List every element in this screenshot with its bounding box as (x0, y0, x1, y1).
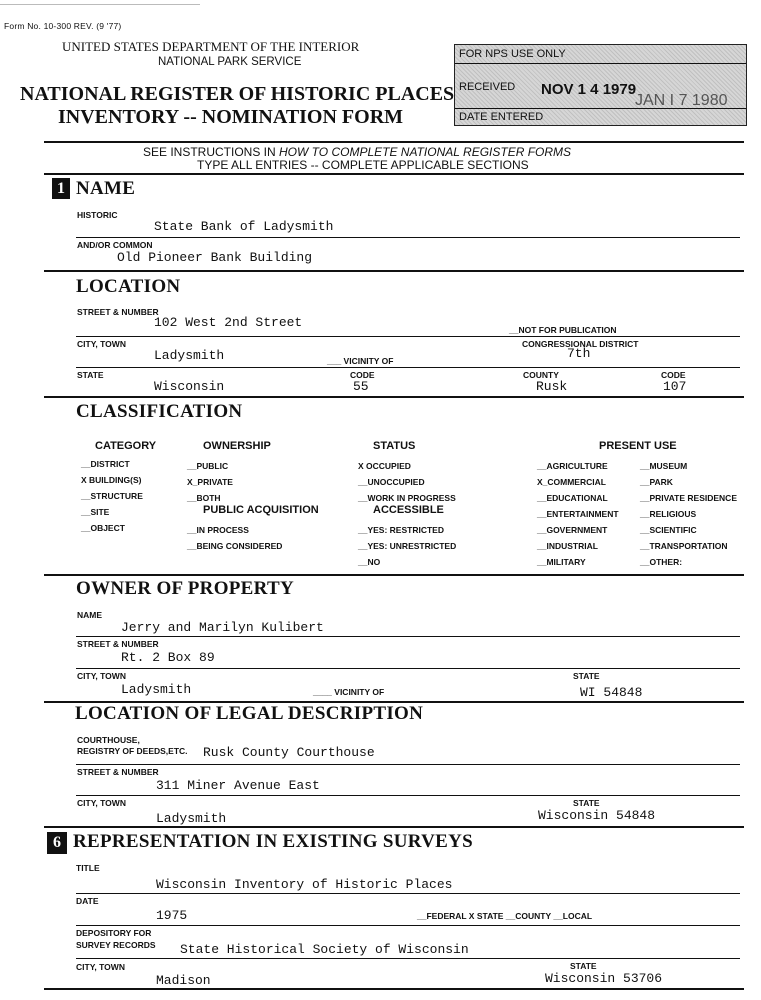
vicinity-label: ___ VICINITY OF (327, 356, 394, 366)
common-name: Old Pioneer Bank Building (117, 250, 313, 265)
owner-state: WI 54848 (580, 685, 643, 700)
use-option: __TRANSPORTATION (640, 541, 728, 551)
survey-date: 1975 (156, 908, 188, 923)
section-title-location: LOCATION (76, 276, 181, 297)
rule (76, 367, 740, 368)
status-heading: STATUS (373, 440, 416, 452)
survey-state: Wisconsin 53706 (545, 971, 663, 986)
street-value: 102 West 2nd Street (154, 315, 303, 330)
acquisition-option: __IN PROCESS (187, 525, 249, 535)
not-for-publication: __NOT FOR PUBLICATION (509, 325, 617, 335)
rule (44, 574, 744, 576)
instructions-line2: TYPE ALL ENTRIES -- COMPLETE APPLICABLE SECTIONS (197, 158, 529, 172)
use-option: __EDUCATIONAL (537, 493, 608, 503)
rule (44, 988, 744, 990)
rule (76, 925, 740, 926)
status-option: X OCCUPIED (358, 461, 411, 471)
rule (76, 795, 740, 796)
category-option: __STRUCTURE (81, 491, 143, 501)
owner-street: Rt. 2 Box 89 (121, 650, 215, 665)
survey-title-label: TITLE (76, 863, 100, 873)
congressional-label: CONGRESSIONAL DISTRICT (522, 339, 639, 349)
state-code-label: CODE (350, 370, 375, 380)
category-option: X BUILDING(S) (81, 475, 142, 485)
owner-city-label: CITY, TOWN (77, 671, 126, 681)
survey-state-label: STATE (570, 961, 597, 971)
rule (76, 668, 740, 669)
use-option: __SCIENTIFIC (640, 525, 697, 535)
rule (76, 958, 740, 959)
historic-label: HISTORIC (77, 210, 118, 220)
form-number: Form No. 10-300 REV. (9 '77) (4, 21, 122, 31)
public-acquisition-heading: PUBLIC ACQUISITION (203, 504, 319, 516)
courthouse-label: COURTHOUSE, (77, 735, 140, 745)
county-code-value: 107 (663, 379, 687, 394)
section-number-6: 6 (47, 832, 67, 854)
state-value: Wisconsin (154, 379, 225, 394)
section-title-name: NAME (76, 178, 136, 199)
use-option: __OTHER: (640, 557, 683, 567)
survey-city: Madison (156, 973, 211, 988)
instructions-line1: SEE INSTRUCTIONS IN HOW TO COMPLETE NATIONAL REGISTER FORMS (143, 145, 572, 159)
acquisition-option: __BEING CONSIDERED (187, 541, 283, 551)
state-label: STATE (77, 370, 104, 380)
received-label: RECEIVED (459, 81, 516, 93)
depository-label: DEPOSITORY FOR (76, 928, 152, 938)
rule (44, 826, 744, 828)
section-title-legal: LOCATION OF LEGAL DESCRIPTION (75, 703, 424, 724)
city-value: Ladysmith (154, 348, 225, 363)
department-name: UNITED STATES DEPARTMENT OF THE INTERIOR (62, 39, 360, 54)
registry-label: REGISTRY OF DEEDS,ETC. (77, 746, 188, 756)
use-option: __MILITARY (537, 557, 586, 567)
use-option: __ENTERTAINMENT (537, 509, 619, 519)
rule (76, 636, 740, 637)
owner-state-label: STATE (573, 671, 600, 681)
legal-street: 311 Miner Avenue East (156, 778, 320, 793)
accessible-option: __YES: UNRESTRICTED (358, 541, 457, 551)
rule (44, 270, 744, 272)
accessible-heading: ACCESSIBLE (373, 504, 444, 516)
use-option: __PARK (640, 477, 673, 487)
rule (76, 336, 740, 337)
county-label: COUNTY (523, 370, 559, 380)
rule (76, 893, 740, 894)
ownership-option: __BOTH (187, 493, 221, 503)
county-code-label: CODE (661, 370, 686, 380)
county-value: Rusk (536, 379, 568, 394)
category-option: __OBJECT (81, 523, 125, 533)
present-use-heading: PRESENT USE (599, 440, 677, 452)
top-rule (0, 4, 200, 5)
form-title-line2: INVENTORY -- NOMINATION FORM (58, 106, 404, 128)
survey-records-label: SURVEY RECORDS (76, 940, 156, 950)
status-option: __UNOCCUPIED (358, 477, 425, 487)
accessible-option: __YES: RESTRICTED (358, 525, 444, 535)
nps-heading: FOR NPS USE ONLY (459, 48, 566, 60)
state-code-value: 55 (353, 379, 369, 394)
category-option: __DISTRICT (81, 459, 130, 469)
ownership-option: __PUBLIC (187, 461, 229, 471)
legal-state-label: STATE (573, 798, 600, 808)
rule (76, 237, 740, 238)
accessible-option: __NO (358, 557, 381, 567)
owner-name: Jerry and Marilyn Kulibert (121, 620, 324, 635)
depository-value: State Historical Society of Wisconsin (180, 942, 469, 957)
section-title-owner: OWNER OF PROPERTY (76, 578, 295, 599)
rule (44, 396, 744, 398)
legal-city: Ladysmith (156, 811, 227, 826)
legal-street-label: STREET & NUMBER (77, 767, 159, 777)
category-heading: CATEGORY (95, 440, 157, 452)
rule (44, 141, 744, 143)
congressional-value: 7th (567, 346, 591, 361)
survey-title: Wisconsin Inventory of Historic Places (156, 877, 453, 892)
survey-city-label: CITY, TOWN (76, 962, 125, 972)
owner-vicinity-label: ____ VICINITY OF (313, 687, 385, 697)
survey-levels: __FEDERAL X STATE __COUNTY __LOCAL (417, 911, 593, 921)
use-option: __RELIGIOUS (640, 509, 697, 519)
courthouse-value: Rusk County Courthouse (203, 745, 375, 760)
rule (44, 173, 744, 175)
legal-city-label: CITY, TOWN (77, 798, 126, 808)
section-title-surveys: REPRESENTATION IN EXISTING SURVEYS (73, 831, 474, 852)
received-stamp: NOV 1 4 1979 (541, 81, 637, 98)
section-number-1: 1 (52, 178, 70, 199)
service-name: NATIONAL PARK SERVICE (158, 56, 302, 68)
use-option: __AGRICULTURE (537, 461, 608, 471)
use-option: __GOVERNMENT (537, 525, 608, 535)
status-option: __WORK IN PROGRESS (358, 493, 456, 503)
historic-name: State Bank of Ladysmith (154, 219, 334, 234)
ownership-option: X_PRIVATE (187, 477, 233, 487)
use-option: X_COMMERCIAL (537, 477, 606, 487)
form-title-line1: NATIONAL REGISTER OF HISTORIC PLACES (20, 83, 455, 105)
common-label: AND/OR COMMON (77, 240, 153, 250)
ownership-heading: OWNERSHIP (203, 440, 271, 452)
owner-street-label: STREET & NUMBER (77, 639, 159, 649)
use-option: __PRIVATE RESIDENCE (640, 493, 737, 503)
section-title-classification: CLASSIFICATION (76, 401, 243, 422)
nps-use-box (454, 44, 747, 126)
date-entered-label: DATE ENTERED (459, 111, 544, 123)
category-option: __SITE (81, 507, 110, 517)
entered-stamp: JAN I 7 1980 (635, 92, 728, 109)
city-label: CITY, TOWN (77, 339, 126, 349)
survey-date-label: DATE (76, 896, 99, 906)
street-label: STREET & NUMBER (77, 307, 159, 317)
owner-name-label: NAME (77, 610, 103, 620)
use-option: __INDUSTRIAL (537, 541, 598, 551)
legal-state: Wisconsin 54848 (538, 808, 656, 823)
use-option: __MUSEUM (640, 461, 688, 471)
owner-city: Ladysmith (121, 682, 192, 697)
rule (76, 764, 740, 765)
